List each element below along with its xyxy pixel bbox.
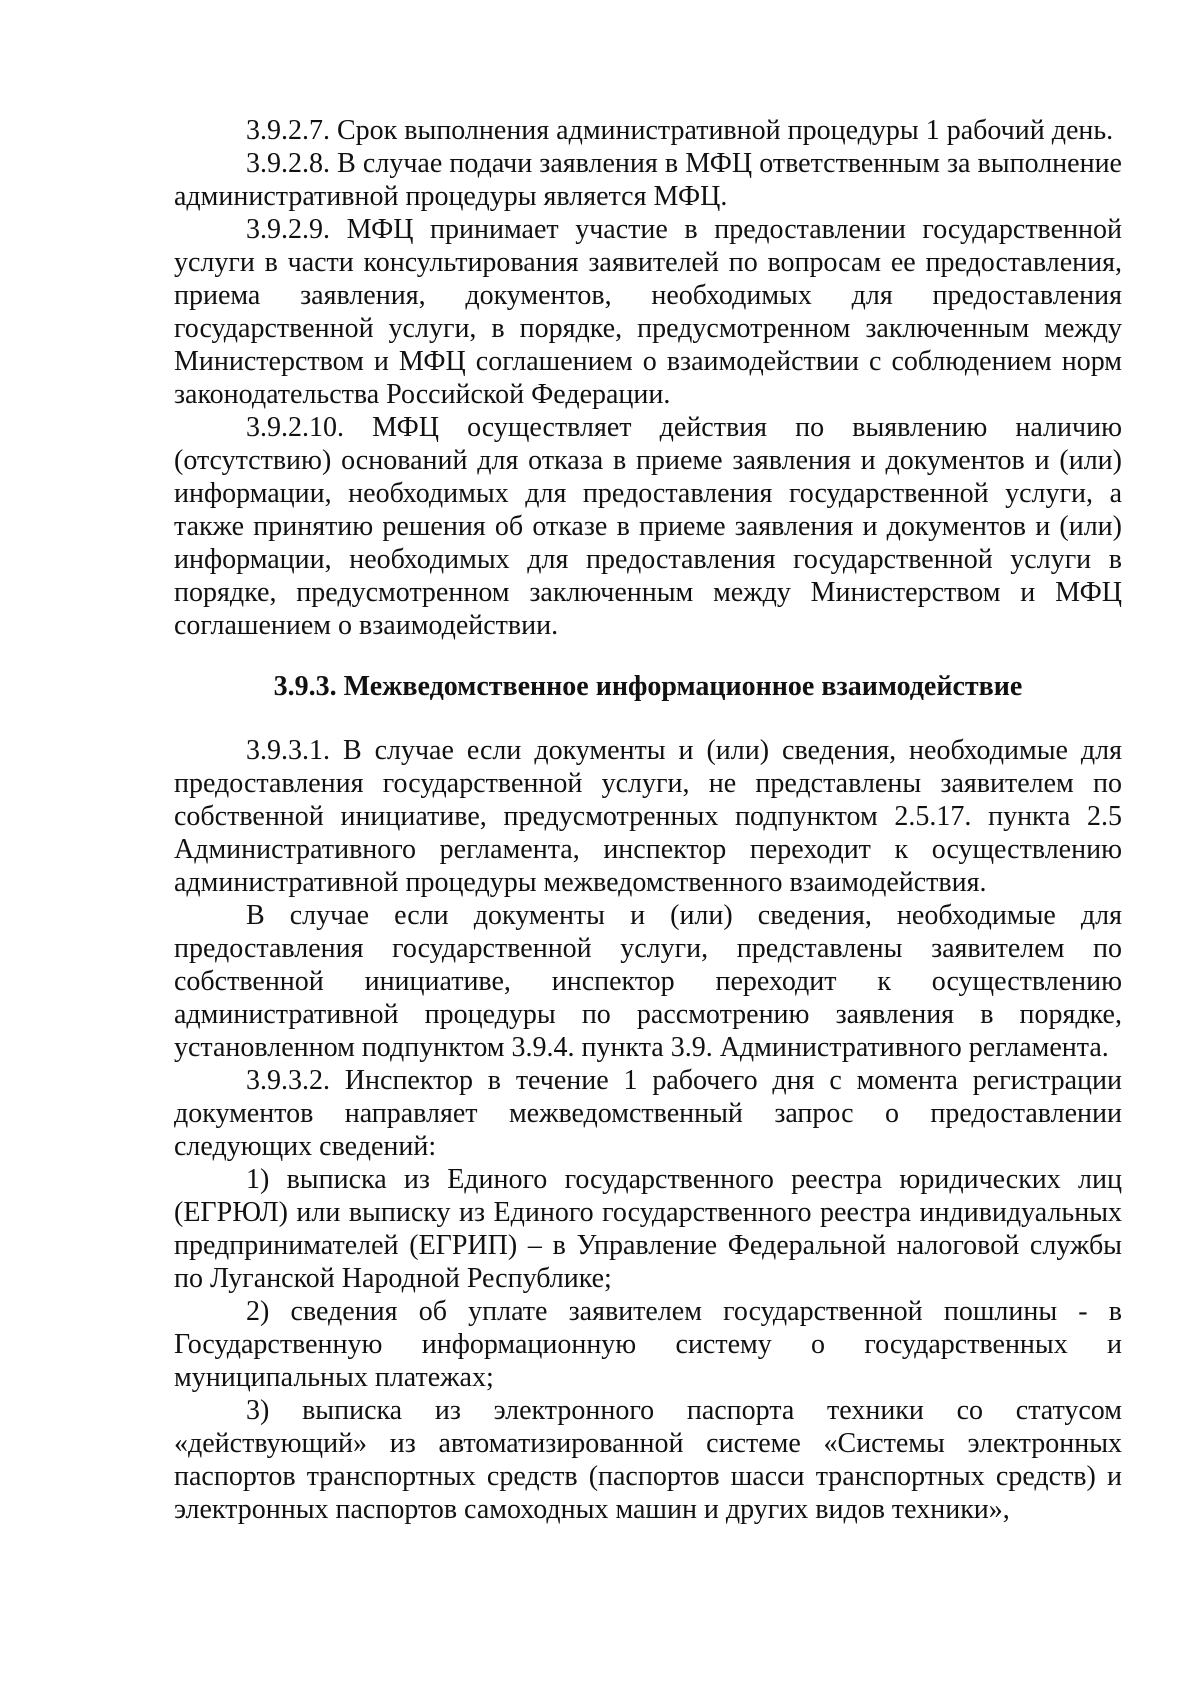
paragraph-3-9-2-8: 3.9.2.8. В случае подачи заявления в МФЦ ответственным за выполнение административной процедуры является МФЦ.: [174, 148, 1122, 212]
section-heading-3-9-3: 3.9.3. Межведомственное информационное взаимодействие: [273, 671, 1023, 702]
document-body: [174, 114, 1122, 1526]
paragraph-3-9-2-7: 3.9.2.7. Срок выполнения административной процедуры 1 рабочий день.: [246, 115, 1114, 146]
paragraph-own-initiative: В случае если документы и (или) сведения, необходимые для предоставления государственной услуги, представлены заявителем по собственной инициативе, инспектор переходит к осуществлению административной процедуры по рассмотрению заявления в порядке, установленном подпунктом 3.9.4. пункта 3.9. Административного регламента.: [174, 900, 1122, 1063]
list-item-3-vehicle-passport: 3) выписка из электронного паспорта техники со статусом «действующий» из автоматизированной системе «Системы электронных паспортов транспортных средств (паспортов шасси транспортных средств) и электронных паспортов самоходных машин и других видов техники»,: [174, 1395, 1122, 1525]
list-item-2-state-fee: 2) сведения об уплате заявителем государственной пошлины - в Государственную информационную систему о государственных и муниципальных платежах;: [174, 1296, 1122, 1393]
paragraph-3-9-2-9: 3.9.2.9. МФЦ принимает участие в предоставлении государственной услуги в части консультирования заявителей по вопросам ее предоставления, приема заявления, документов, необходимых для предоставления государственной услуги, в порядке, предусмотренном заключенным между Министерством и МФЦ соглашением о взаимодействии с соблюдением норм законодательства Российской Федерации.: [174, 214, 1122, 410]
paragraph-3-9-3-2: 3.9.3.2. Инспектор в течение 1 рабочего дня с момента регистрации документов направляет межведомственный запрос о предоставлении следующих сведений:: [174, 1065, 1122, 1162]
paragraph-3-9-2-10: 3.9.2.10. МФЦ осуществляет действия по выявлению наличию (отсутствию) оснований для отказа в приеме заявления и документов и (или) информации, необходимых для предоставления государственной услуги, а также принятию решения об отказе в приеме заявления и документов и (или) информации, необходимых для предоставления государственной услуги в порядке, предусмотренном заключенным между Министерством и МФЦ соглашением о взаимодействии.: [174, 412, 1122, 641]
paragraph-3-9-3-1: 3.9.3.1. В случае если документы и (или) сведения, необходимые для предоставления государственной услуги, не представлены заявителем по собственной инициативе, предусмотренных подпунктом 2.5.17. пункта 2.5 Административного регламента, инспектор переходит к осуществлению административной процедуры межведомственного взаимодействия.: [174, 735, 1122, 898]
list-item-1-egrul: 1) выписка из Единого государственного реестра юридических лиц (ЕГРЮЛ) или выписку из Единого государственного реестра индивидуальных предпринимателей (ЕГРИП) – в Управление Федеральной налоговой службы по Луганской Народной Республике;: [174, 1164, 1122, 1294]
